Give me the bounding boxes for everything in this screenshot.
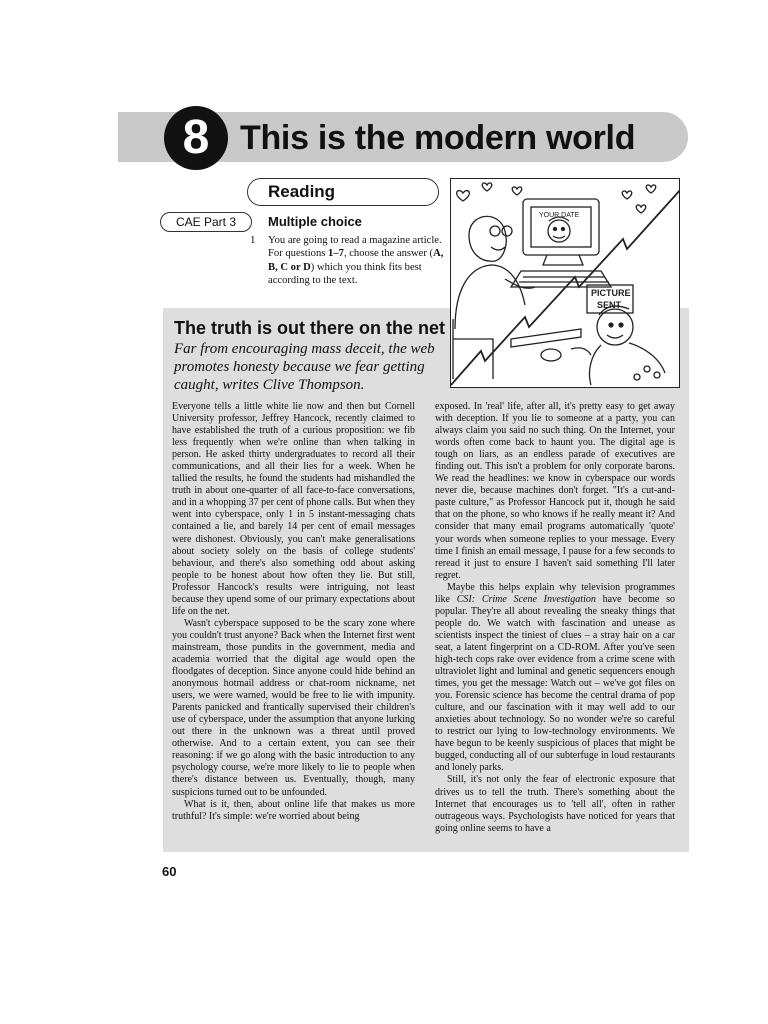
sign-text-line1: PICTURE [591,288,631,298]
heart-icon [482,183,492,191]
chapter-title: This is the modern world [240,119,636,157]
task-instruction: You are going to read a magazine article. For questions 1–7, choose the answer (A, B, C or D) which you think fits best according to the text. [268,235,444,287]
page-number: 60 [162,864,177,879]
heart-icon [636,205,646,213]
cartoon-drawing [451,179,679,387]
cartoon-illustration [450,178,680,388]
article-paragraph: Maybe this helps explain why television programmes like CSI: Crime Scene Investigation have become so popular. They're all about revealing the sneaky things that people do. We watch with fascination and unease as scientists inspect the tiniest of clues – a stray hair on a car seat, a latent fingerprint on a CD-ROM. After you've seen high-tech cops rake over evidence from a crime scene with ultraviolet light and luminal and genetic sequencers enough times, you get the message: Watch out – we've got files on you. Forensic science has become the central drama of pop culture, and our fascination with it may well add to our anxieties about technology. So no wonder we're so careful to restrict our lying to low-technology environments. We have begun to be keenly suspicious of places that might be bugged, conducting all of our subterfuge in loud restaurants and lonely parks. [435,581,675,774]
task-number: 1 [250,234,256,246]
article-paragraph: Still, it's not only the fear of electronic exposure that drives us to tell the truth. There's something about the Internet that encourages us to 'tell all', often in rather outrageous ways. Psychologists have noticed for years that going online seems to have a [435,774,675,834]
screen-label: YOUR DATE [539,212,580,219]
section-heading-pill [247,178,439,206]
heart-icon [646,185,656,193]
article-paragraph: Wasn't cyberspace supposed to be the scary zone where you couldn't trust anyone? Back when the Internet first went mainstream, those pundits in the government, media and academia worried that the digital age would open the floodgates of deception. Since anyone could hide behind an anonymous hotmail address or chat-room nickname, net users, we were warned, would be free to lie with impunity. Parents panicked and frantically supervised their children's use of cyberspace, under the assumption that anyone lurking out there in the unknown was a threat until proved otherwise. And to a certain extent, you can see their reasoning: if we go along with the basic introduction to any psychology course, we're more likely to lie to people when there's distance between us. Eventually, though, many suspicions turned out to be unfounded. [172,617,415,798]
article-subtitle: Far from encouraging mass deceit, the web promotes honesty because we fear getting caught, writes Clive Thompson. [174,341,435,393]
heart-icon [622,191,632,199]
exam-part-tag: CAE Part 3 [160,212,252,232]
tv-show-title: CSI: Crime Scene Investigation [456,593,596,605]
article-column-left [172,401,415,823]
heart-icon [512,187,522,195]
section-title: Reading [268,182,336,201]
chapter-number-badge: 8 [164,106,228,170]
heart-icon [457,191,470,201]
article-column-right [435,401,675,835]
sign-text-line2: SENT [597,300,622,310]
article-paragraph: What is it, then, about online life that makes us more truthful? It's simple: we're worried about being [172,798,415,822]
article-paragraph: Everyone tells a little white lie now and then but Cornell University professor, Jeffrey Hancock, recently claimed to have established the truth of a curious proposition: we fib less frequently when we're online than when talking in person. He asked thirty undergraduates to record all their communications, and all their lies for a week. When he tallied the results, he found the students had mishandled the truth in about one-quarter of all face-to-face conversations, and in a whopping 37 per cent of phone calls. But when they went into cyberspace, only 1 in 5 instant-messaging chats contained a lie, and barely 14 per cent of email messages were dishonest. Obviously, you can't make generalisations about society solely on the basis of college students' behaviour, and there's also something odd about asking people to be honest about how often they lie. But still, Professor Hancock's results were intriguing, not least because they upend some of our primary expectations about life on the net. [172,401,415,617]
article-title: The truth is out there on the net [174,318,445,338]
task-heading: Multiple choice [268,214,362,229]
article-paragraph: exposed. In 'real' life, after all, it's pretty easy to get away with deception. If you lie to someone at a party, you can always claim you said no such thing. On the Internet, your words often come back to haunt you. The digital age is tough on liars, as an endless parade of executives are finding out. This isn't a problem for only corporate barons. We read the headlines: we know in cyberspace our words never die, because machines don't forget. "It's a cut-and-paste culture," as Professor Hancock put it, though he said that on the phone, so who knows if he really meant it? And consider that many email programs automatically 'quote' your words when someone replies to your message. Every time I finish an email message, I pause for a few seconds to reread it just to ensure I haven't said something I'll later regret. [435,401,675,581]
